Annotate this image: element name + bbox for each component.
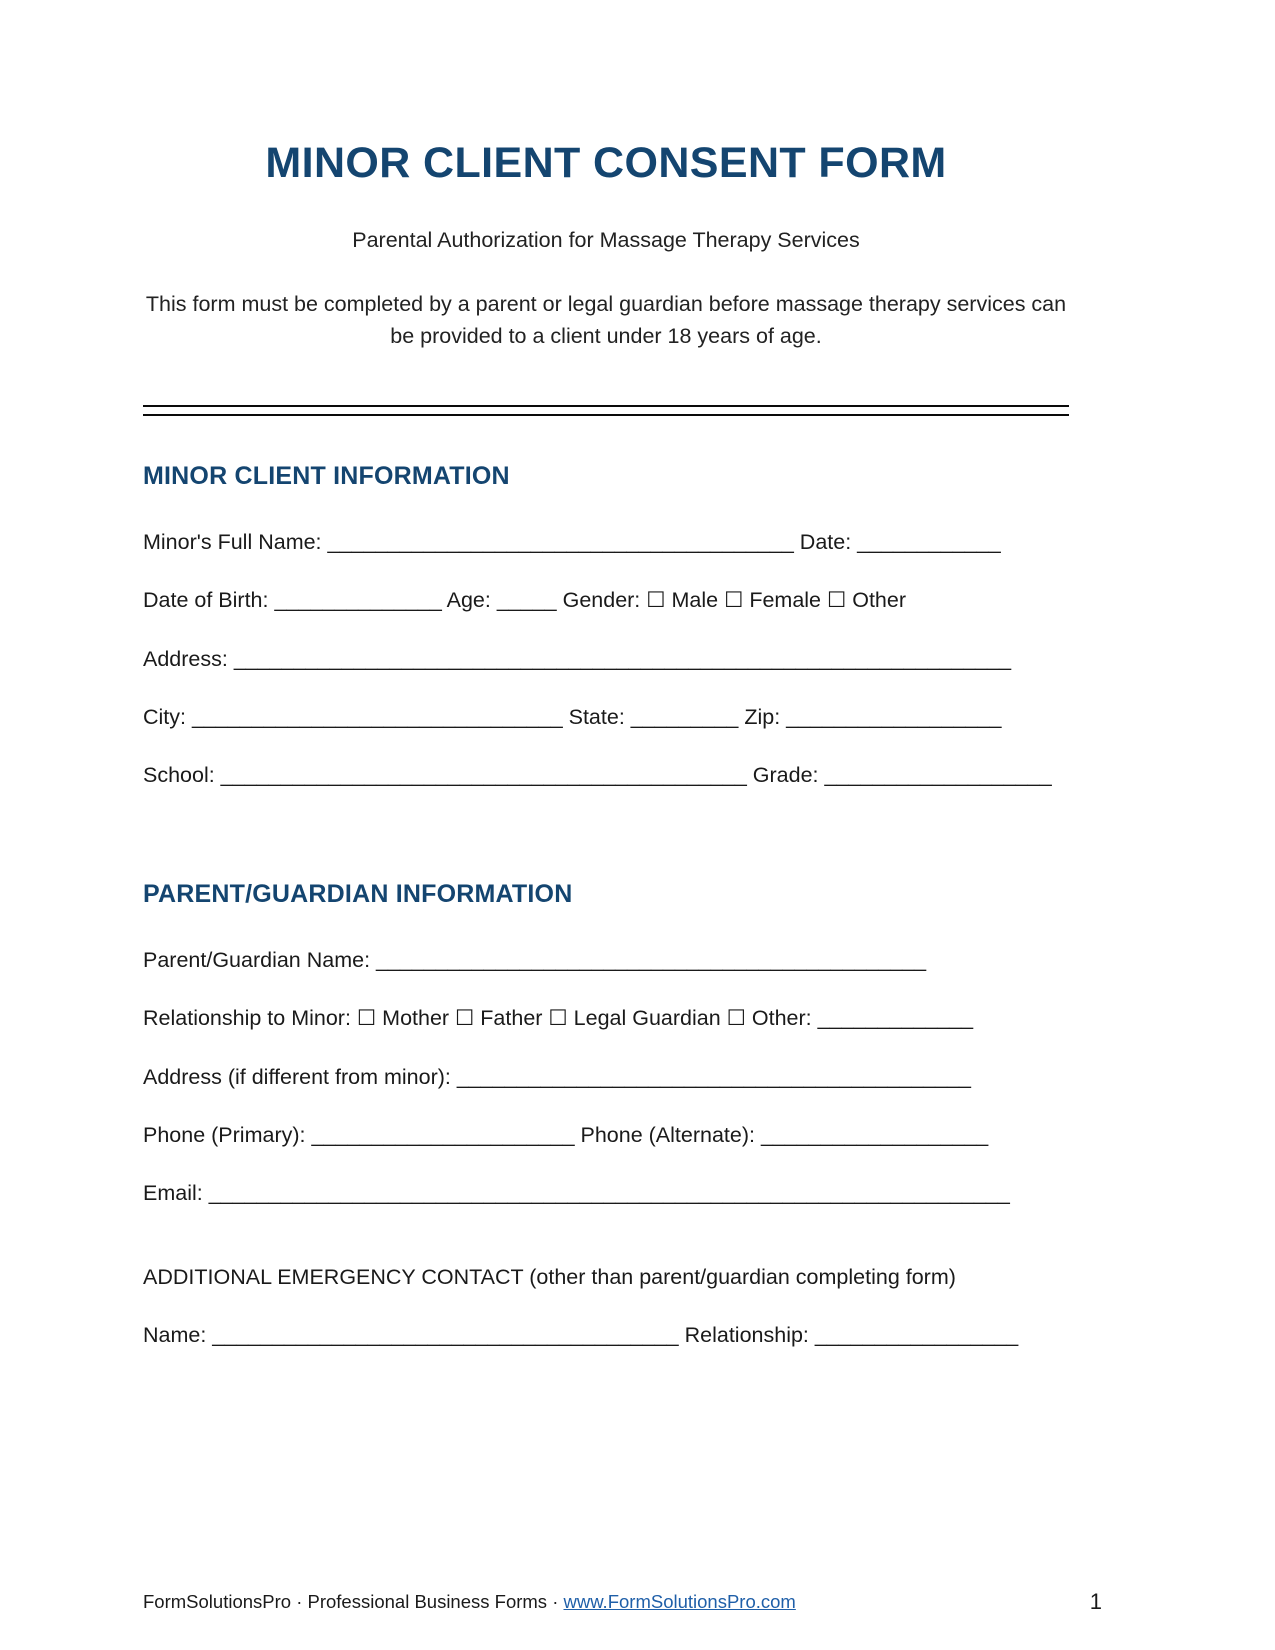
section-minor-client-information bbox=[143, 416, 1069, 792]
section-additional-emergency-contact bbox=[143, 1210, 1069, 1352]
page-footer bbox=[143, 1554, 1132, 1650]
field-dob-age-gender[interactable]: Date of Birth: ______________ Age: _____ Gender: ☐ Male ☐ Female ☐ Other bbox=[143, 588, 907, 613]
document-intro-paragraph: This form must be completed by a parent or legal guardian before massage therapy services can be provided to a client under 18 years of age. bbox=[145, 292, 1067, 349]
section-spacer bbox=[143, 792, 1069, 834]
page-content bbox=[143, 0, 1069, 1351]
document-subtitle: Parental Authorization for Massage Therapy Services bbox=[352, 228, 860, 253]
field-parent-guardian-name[interactable]: Parent/Guardian Name: ______________________________________________ bbox=[143, 947, 927, 972]
section-parent-guardian-information bbox=[143, 792, 1069, 1210]
field-parent-address[interactable]: Address (if different from minor): ___________________________________________ bbox=[143, 1064, 972, 1089]
footer-website-link[interactable]: www.FormSolutionsPro.com bbox=[563, 1591, 796, 1612]
field-minor-address[interactable]: Address: _________________________________________________________________ bbox=[143, 646, 1012, 671]
field-emergency-contact-name-relationship[interactable]: Name: _______________________________________ Relationship: _________________ bbox=[143, 1323, 1019, 1348]
section-heading-parent-guardian-information: PARENT/GUARDIAN INFORMATION bbox=[143, 879, 573, 908]
footer-page-number: 1 bbox=[1089, 1589, 1102, 1614]
footer-brand-text: FormSolutionsPro · Professional Business Forms · bbox=[143, 1591, 564, 1612]
section-heading-minor-client-information: MINOR CLIENT INFORMATION bbox=[143, 461, 510, 490]
field-relationship-to-minor[interactable]: Relationship to Minor: ☐ Mother ☐ Father ☐ Legal Guardian ☐ Other: _____________ bbox=[143, 1006, 974, 1031]
emergency-contact-heading: ADDITIONAL EMERGENCY CONTACT (other than parent/guardian completing form) bbox=[143, 1264, 956, 1289]
page-title: MINOR CLIENT CONSENT FORM bbox=[265, 139, 947, 187]
field-parent-phones[interactable]: Phone (Primary): ______________________ Phone (Alternate): ___________________ bbox=[143, 1122, 989, 1147]
field-minor-full-name-date[interactable]: Minor's Full Name: _______________________________________ Date: ____________ bbox=[143, 529, 1001, 554]
header-divider bbox=[143, 405, 1069, 416]
footer-brand-line bbox=[143, 1591, 796, 1613]
field-minor-school-grade[interactable]: School: ____________________________________________ Grade: ___________________ bbox=[143, 763, 1052, 788]
field-parent-email[interactable]: Email: ___________________________________________________________________ bbox=[143, 1181, 1010, 1206]
field-minor-city-state-zip[interactable]: City: _______________________________ State: _________ Zip: __________________ bbox=[143, 705, 1002, 730]
